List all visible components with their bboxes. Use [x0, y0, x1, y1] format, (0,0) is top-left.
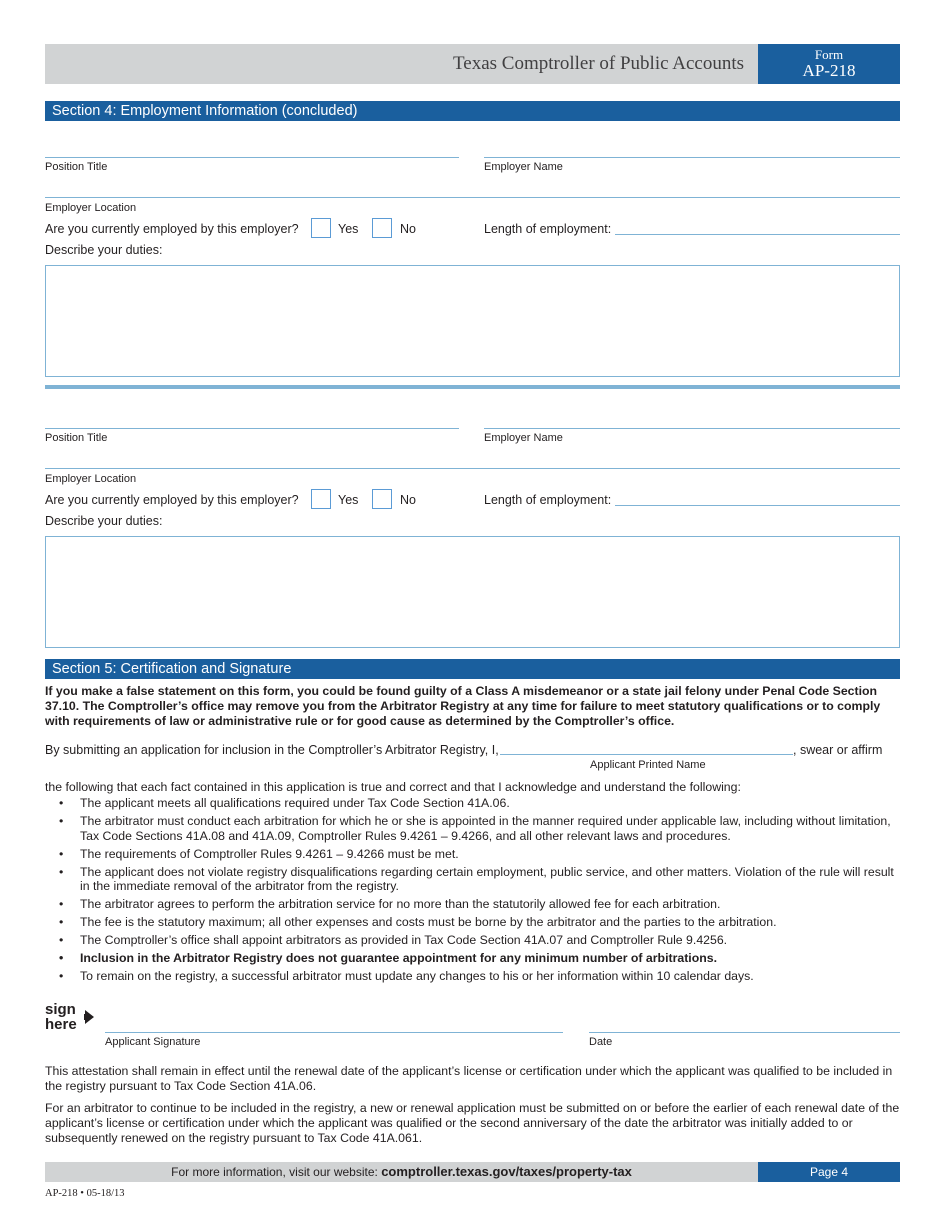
false-statement-warning: If you make a false statement on this form, you could be found guilty of a Class A misdemeanor or a state jail felony under Penal Code Section 37.10. The Comptroller’s office may remove you from the Arbitrator Registry at any time for failure to meet statutory qualifications or to comply with requirements of law or administrative rule or for good cause as determined by the Comptroller’s office. — [45, 684, 881, 728]
applicant-signature-label: Applicant Signature — [105, 1036, 201, 1048]
section-4-heading: Section 4: Employment Information (concluded) — [45, 101, 900, 121]
applicant-printed-name-field[interactable] — [500, 754, 793, 755]
position-title-field-1[interactable] — [45, 157, 459, 158]
footer-info-text: For more information, visit our website: — [171, 1165, 382, 1179]
agency-title: Texas Comptroller of Public Accounts — [452, 53, 744, 74]
list-item: • The arbitrator agrees to perform the arbitration service for no more than the statutorily allowed fee for each arbitration. — [45, 897, 900, 912]
position-title-field-2[interactable] — [45, 428, 459, 429]
list-item: • The arbitrator must conduct each arbitration for which he or she is appointed in the manner required under applicable law, including without limitation, Tax Code Sections 41A.08 and 41A.09, Comptroller Rules 9.4261 – 9.4266, and all other relevant laws and procedures. — [45, 814, 900, 843]
section-5-heading: Section 5: Certification and Signature — [45, 659, 900, 679]
sign-here-line1: sign — [45, 1001, 76, 1018]
footer-info-bar — [45, 1162, 758, 1182]
yes-label-2: Yes — [338, 493, 359, 507]
employer-name-label-2: Employer Name — [484, 432, 563, 444]
position-title-label-1: Position Title — [45, 161, 108, 173]
duties-textarea-1[interactable] — [45, 265, 900, 377]
date-label: Date — [589, 1036, 613, 1048]
employer-location-label-1: Employer Location — [45, 202, 137, 214]
currently-employed-question-1: Are you currently employed by this employer? — [45, 222, 299, 236]
yes-checkbox-2[interactable] — [311, 489, 331, 509]
applicant-signature-field[interactable] — [105, 1032, 563, 1033]
arrow-right-icon — [85, 1010, 94, 1024]
currently-employed-question-2: Are you currently employed by this employer? — [45, 493, 299, 507]
length-of-employment-label-2: Length of employment: — [484, 493, 612, 507]
employer-name-field-1[interactable] — [484, 157, 900, 158]
form-number-badge — [758, 44, 900, 84]
applicant-printed-name-label: Applicant Printed Name — [590, 759, 706, 771]
list-item: • The requirements of Comptroller Rules 9.4261 – 9.4266 must be met. — [45, 847, 900, 862]
no-checkbox-1[interactable] — [372, 218, 392, 238]
form-label: Form — [814, 47, 844, 62]
date-field[interactable] — [589, 1032, 900, 1033]
length-of-employment-field-2[interactable] — [615, 505, 900, 506]
yes-label-1: Yes — [338, 222, 359, 236]
sign-here-line2: here — [45, 1016, 77, 1033]
list-item: • The applicant does not violate registry disqualifications regarding certain employment, public service, and other matters. Violation of the rule will result in the immediate removal of the arbitrator from the registry. — [45, 865, 900, 894]
position-title-label-2: Position Title — [45, 432, 108, 444]
list-item: • The applicant meets all qualifications required under Tax Code Section 41A.06. — [45, 796, 900, 811]
entry-divider — [45, 385, 900, 389]
swear-or-affirm-text: , swear or affirm — [793, 743, 883, 757]
employer-location-field-2[interactable] — [45, 468, 900, 469]
list-item: • The Comptroller’s office shall appoint arbitrators as provided in Tax Code Section 41A.07 and Comptroller Rule 9.4256. — [45, 933, 900, 948]
attestation-paragraph: This attestation shall remain in effect until the renewal date of the applicant’s license or certification under which the applicant was qualified to be included in the registry pursuant to Tax Code Section 41A.06. — [45, 1064, 893, 1093]
list-item: • Inclusion in the Arbitrator Registry does not guarantee appointment for any minimum number of arbitrations. — [45, 951, 900, 966]
describe-duties-label-2: Describe your duties: — [45, 514, 163, 528]
length-of-employment-field-1[interactable] — [615, 234, 900, 235]
list-item: • To remain on the registry, a successful arbitrator must update any changes to his or her information within 10 calendar days. — [45, 969, 900, 984]
no-checkbox-2[interactable] — [372, 489, 392, 509]
yes-checkbox-1[interactable] — [311, 218, 331, 238]
website-link[interactable]: comptroller.texas.gov/taxes/property-tax — [381, 1164, 632, 1179]
submission-statement: By submitting an application for inclusion in the Comptroller’s Arbitrator Registry, I, — [45, 743, 499, 757]
renewal-paragraph: For an arbitrator to continue to be included in the registry, a new or renewal application must be submitted on or before the earlier of each renewal date of the applicant’s license or certification under which the applicant was qualified or the second anniversary of the date the arbitrator was initially added to or subsequently renewed on the registry pursuant to Tax Code 41A.061. — [45, 1101, 900, 1145]
employer-name-field-2[interactable] — [484, 428, 900, 429]
form-number: AP-218 — [802, 61, 856, 80]
acknowledgement-list — [45, 796, 900, 987]
employer-location-field-1[interactable] — [45, 197, 900, 198]
employer-name-label-1: Employer Name — [484, 161, 563, 173]
form-revision-code: AP-218 • 05-18/13 — [45, 1188, 125, 1199]
length-of-employment-label-1: Length of employment: — [484, 222, 612, 236]
sign-here-marker — [45, 1002, 77, 1032]
list-item: • The fee is the statutory maximum; all other expenses and costs must be borne by the arbitrator and the parties to the arbitration. — [45, 915, 900, 930]
page-number: Page 4 — [758, 1162, 900, 1182]
no-label-2: No — [400, 493, 416, 507]
duties-textarea-2[interactable] — [45, 536, 900, 648]
acknowledgement-text: the following that each fact contained in this application is true and correct and that I acknowledge and understand the following: — [45, 780, 741, 794]
no-label-1: No — [400, 222, 416, 236]
describe-duties-label-1: Describe your duties: — [45, 243, 163, 257]
employer-location-label-2: Employer Location — [45, 473, 137, 485]
